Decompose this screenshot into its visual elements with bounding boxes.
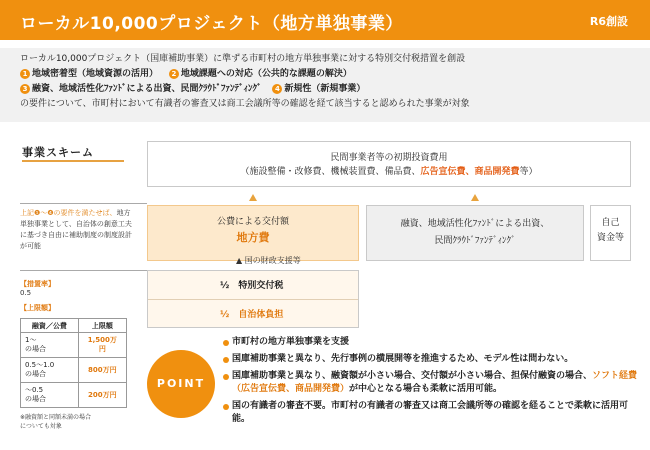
left-note-highlight: 上記❶～❹の要件を満たせば、 <box>20 209 117 217</box>
requirement-number: 2 <box>169 69 179 79</box>
finance-line-2: 民間ｸﾗｳﾄﾞﾌｧﾝﾃﾞｨﾝｸﾞ <box>434 236 516 246</box>
table-row: ～0.5 の場合 200万円 <box>21 383 127 408</box>
national-support-label: ▲ 国の財政支援等 <box>236 256 301 265</box>
title-bar <box>0 0 650 40</box>
table-note: ※融資額と同額未満の場合 についても対象 <box>20 414 92 430</box>
requirement-1: 1 地域密着型（地域資源の活用） <box>20 69 158 79</box>
point-item: 国の有識者の審査不要。市町村の有識者の審査又は商工会議所等の確認を経ることで柔軟に活用可能。 <box>222 400 642 426</box>
requirement-number: 1 <box>20 69 30 79</box>
requirement-3: 3 融資、地域活性化ﾌｧﾝﾄﾞによる出資、民間ｸﾗｳﾄﾞﾌｧﾝﾃﾞｨﾝｸﾞ <box>20 84 262 94</box>
finance-box <box>366 205 584 261</box>
connector-line-top <box>20 203 147 204</box>
point-badge: POINT <box>147 350 215 418</box>
arrow-up-icon <box>249 194 257 201</box>
point-emphasis: ソフト経費（広告宣伝費、商品開発費） <box>232 371 638 394</box>
summary-requirements-b <box>20 82 638 97</box>
point-list <box>222 336 642 430</box>
page-title: ローカル10,000プロジェクト（地方単独事業） <box>20 14 403 34</box>
summary-requirements-a <box>20 67 638 82</box>
left-note <box>20 208 136 252</box>
cap-label: 【上限額】 <box>20 304 55 312</box>
requirement-2: 2 地域課題への対応（公共的な課題の解決） <box>169 69 352 79</box>
tax-split-box <box>147 270 359 328</box>
local-funds-label: 公費による交付額 <box>216 217 289 227</box>
cap-table <box>20 318 127 408</box>
scheme-underline <box>22 160 124 162</box>
requirement-number: 4 <box>272 84 282 94</box>
summary-line-1: ローカル10,000プロジェクト（国庫補助事業）に準ずる市町村の地方単独事業に対する特別交付税措置を創設 <box>20 54 466 64</box>
local-funds-box <box>147 205 359 261</box>
year-badge: R6創設 <box>589 15 628 28</box>
initial-investment-box <box>147 141 631 187</box>
point-item: 市町村の地方単独事業を支援 <box>222 336 642 349</box>
left-note-text: 地方単独事業として、自治体の創意工夫に基づき自由に補助制度の制度設計が可能 <box>20 209 132 250</box>
own-funds-box: 自己 資金等 <box>590 205 631 261</box>
table-row: 1～ の場合 1,500万 円 <box>21 333 127 358</box>
summary-panel <box>0 48 650 122</box>
initial-investment-emphasis: 広告宣伝費、商品開発費 <box>420 167 520 177</box>
arrow-up-icon <box>471 194 479 201</box>
point-item: 国庫補助事業と異なり、先行事例の横展開等を推進するため、モデル性は問わない。 <box>222 353 642 366</box>
rate-value: 0.5 <box>20 289 32 297</box>
connector-line-bottom <box>20 270 147 271</box>
rate-label: 【措置率】 <box>20 280 55 288</box>
tax-divider <box>148 299 358 300</box>
table-header-row <box>21 319 127 333</box>
table-row: 0.5～1.0 の場合 800万円 <box>21 358 127 383</box>
finance-line-1: 融資、地域活性化ﾌｧﾝﾄﾞによる出資、 <box>400 219 550 229</box>
summary-line-4: の要件について、市町村において有識者の審査又は商工会議所等の確認を経て該当すると認められた事業が対象 <box>20 99 470 109</box>
initial-investment-title: 民間事業者等の初期投資費用 <box>330 153 448 163</box>
table-header: 上限額 <box>78 319 126 333</box>
special-tax-row: ½ 特別交付税 <box>220 281 284 291</box>
point-item: 国庫補助事業と異なり、融資額が小さい場合、交付額が小さい場合、担保付融資の場合、ソフト経費（広告宣伝費、商品開発費）が中心となる場合も柔軟に活用可能。 <box>222 370 642 396</box>
local-burden-row: ½ 自治体負担 <box>220 310 284 320</box>
requirement-number: 3 <box>20 84 30 94</box>
scheme-heading: 事業スキーム <box>22 146 94 159</box>
initial-investment-detail: （施設整備・改修費、機械装置費、備品費、広告宣伝費、商品開発費等） <box>240 167 538 177</box>
requirement-4: 4 新規性（新規事業） <box>272 84 365 94</box>
local-funds-value: 地方費 <box>236 231 270 244</box>
table-header: 融資／公費 <box>21 319 79 333</box>
